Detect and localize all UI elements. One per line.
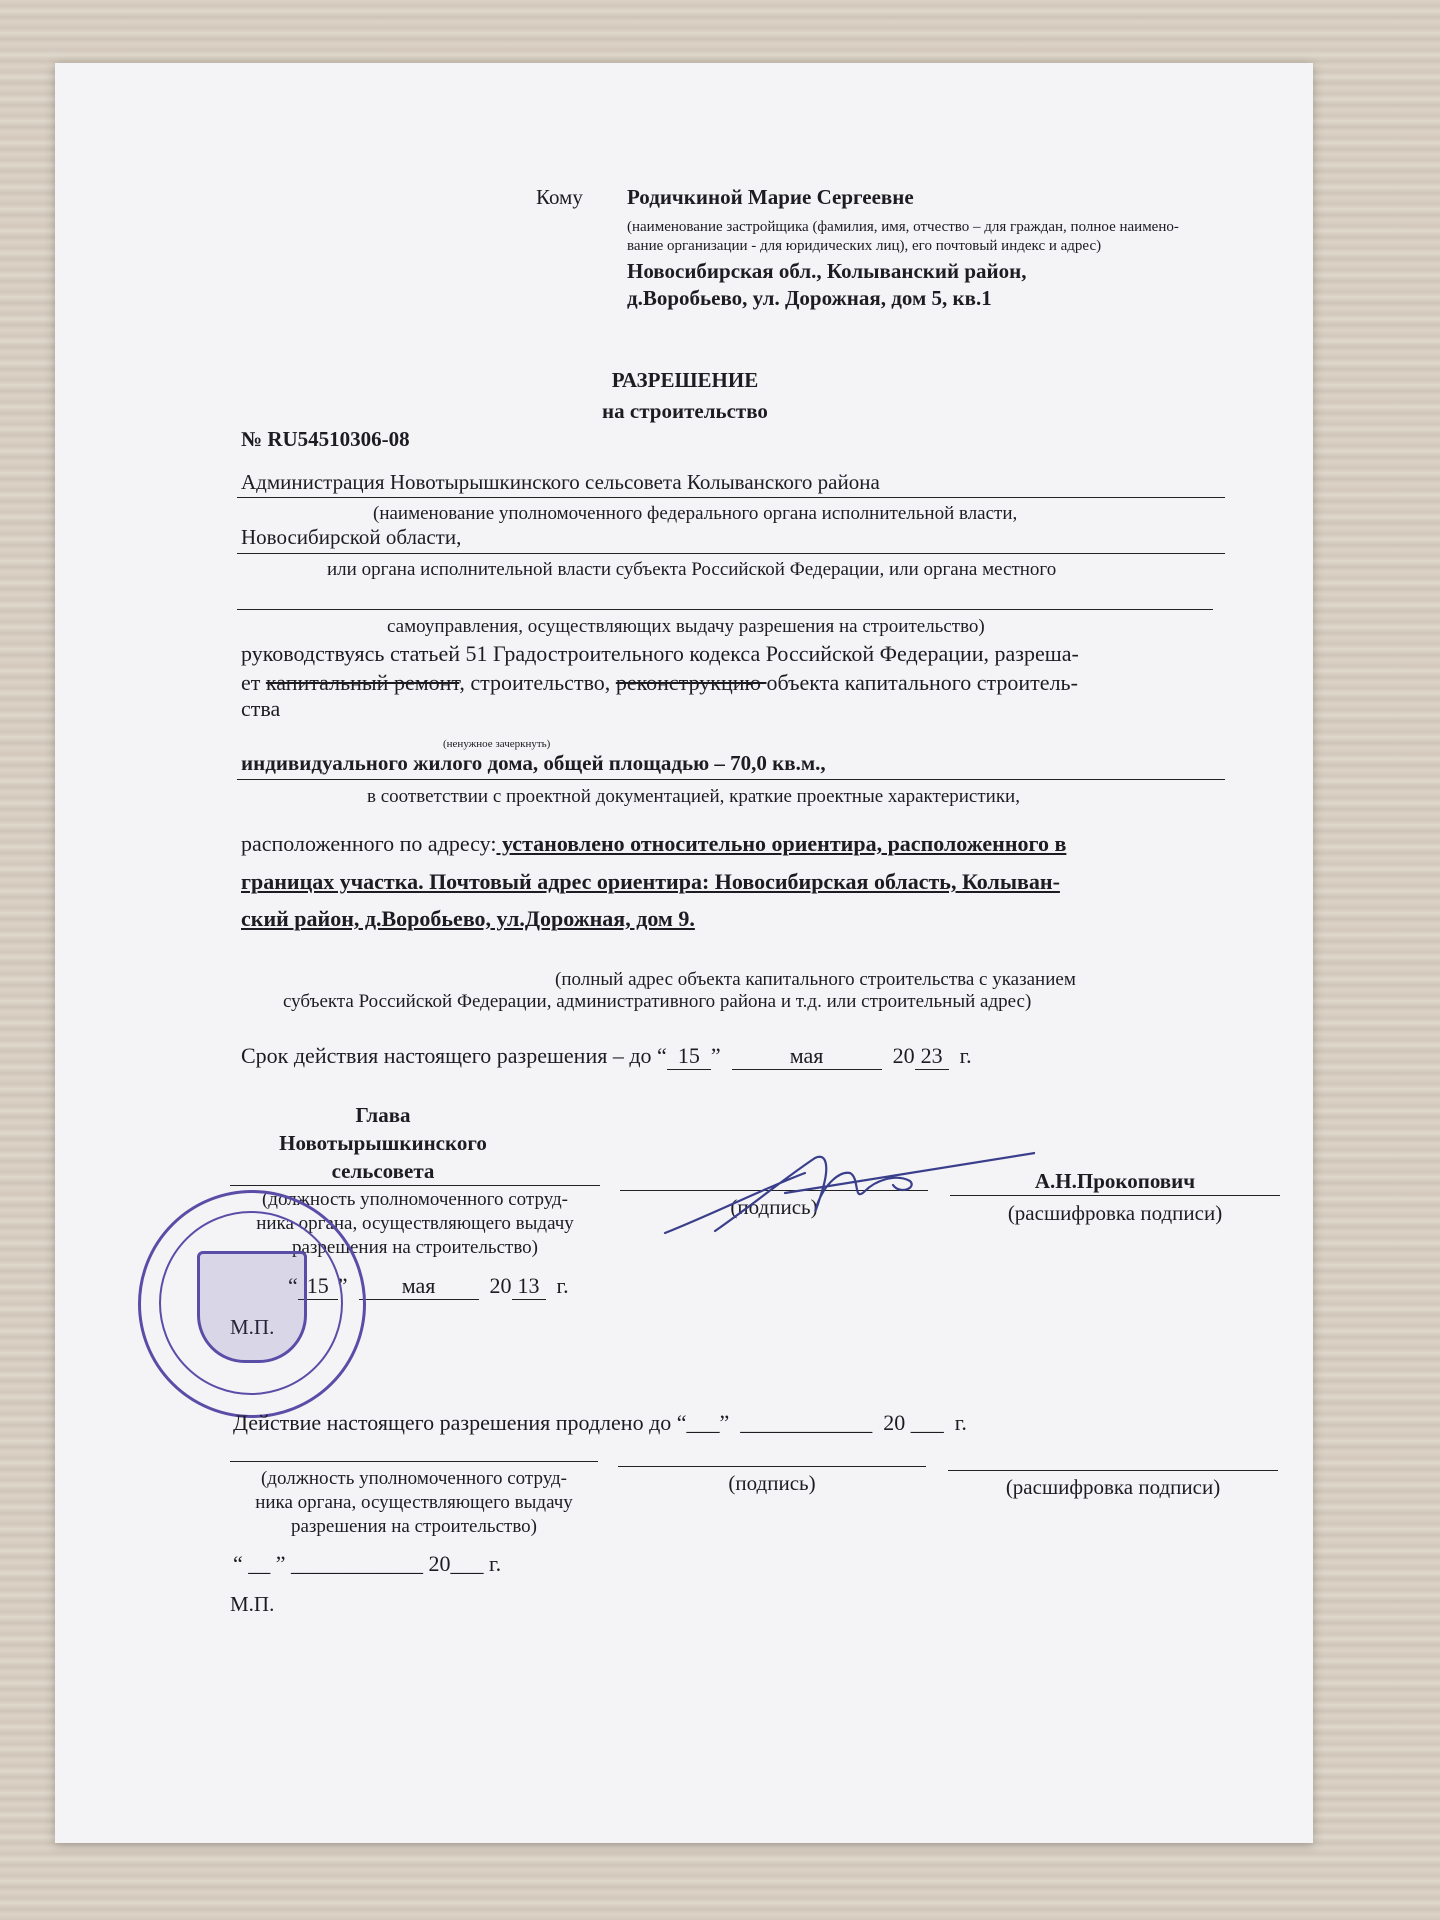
extension-position-hint3: разрешения на строительство) [290, 1516, 538, 1537]
extension-seal-place-mark: М.П. [230, 1592, 275, 1616]
recipient-name: Родичкиной Марие Сергеевне [627, 185, 914, 209]
body-line3: ства [241, 696, 281, 721]
authority-hint1: (наименование уполномоченного федерального органа исполнительной власти, [373, 503, 1018, 524]
extension-year: ___ [910, 1410, 944, 1435]
extension-day: ___ [686, 1410, 720, 1435]
body-line1: руководствуясь статьей 51 Градостроительного кодекса Российской Федерации, разреша- [241, 641, 1079, 666]
location-address-line1: установлено относительно ориентира, расположенного в [496, 831, 1067, 856]
official-round-stamp [138, 1190, 366, 1418]
strike-note: (ненужное зачеркнуть) [443, 738, 551, 750]
location-prefix: расположенного по адресу: [241, 831, 497, 856]
handwritten-signature [655, 1133, 1035, 1243]
extension-date-line: “ __ ” ____________ 20___ г. [233, 1551, 502, 1576]
validity-day: 15 [667, 1043, 711, 1070]
object-hint: в соответствии с проектной документацией, краткие проектные характеристики, [367, 786, 1020, 807]
body-line2-suffix: объекта капитального строитель- [766, 670, 1078, 695]
extension-line [233, 1410, 967, 1436]
recipient-address-line1: Новосибирская обл., Колыванский район, [627, 259, 1027, 283]
signer-name: А.Н.Прокопович [1034, 1169, 1196, 1193]
issue-date-year: 13 [512, 1273, 546, 1300]
document-page [55, 63, 1313, 1843]
extension-position-underline [230, 1461, 598, 1462]
position-hint2: ника органа, осуществляющего выдачу [256, 1213, 574, 1234]
extension-signature-underline [618, 1466, 926, 1467]
position-underline [230, 1185, 600, 1186]
issue-date-suffix: г. [556, 1273, 569, 1298]
position-hint3: разрешения на строительство) [291, 1237, 539, 1258]
authority-underline2 [237, 553, 1225, 554]
object-underline [237, 779, 1225, 780]
seal-place-mark: М.П. [230, 1315, 275, 1339]
recipient-hint-line1: (наименование застройщика (фамилия, имя, отчество – для граждан, полное наимено- [627, 219, 1179, 235]
permit-number: № RU54510306-08 [241, 427, 410, 451]
validity-year-prefix: 20 [892, 1043, 915, 1068]
extension-month: ____________ [740, 1410, 873, 1435]
document-subtitle: на строительство [602, 399, 768, 423]
issue-date-month: мая [359, 1273, 479, 1300]
extension-signature-hint: (подпись) [728, 1471, 816, 1495]
recipient-address-line2: д.Воробьево, ул. Дорожная, дом 5, кв.1 [627, 286, 992, 310]
validity-month: мая [732, 1043, 882, 1070]
authority-hint3: самоуправления, осуществляющих выдачу разрешения на строительство) [387, 616, 985, 637]
authority-line1: Администрация Новотырышкинского сельсовета Колыванского района [241, 470, 880, 494]
extension-prefix: Действие настоящего разрешения продлено до “ [233, 1410, 687, 1435]
body-line2-prefix: ет [241, 670, 266, 695]
issue-date-year-prefix: 20 [489, 1273, 512, 1298]
authority-underline3 [237, 609, 1213, 610]
extension-close: ” [719, 1410, 730, 1435]
signer-position-line3: сельсовета [331, 1159, 435, 1183]
validity-line [241, 1043, 972, 1070]
validity-prefix: Срок действия настоящего разрешения – до “ [241, 1043, 667, 1068]
signer-position-line2: Новотырышкинского [279, 1131, 487, 1155]
issue-date-close: ” [337, 1273, 348, 1298]
validity-suffix: г. [959, 1043, 972, 1068]
extension-suffix: г. [954, 1410, 967, 1435]
authority-underline1 [237, 497, 1225, 498]
recipient-hint-line2: вание организации - для юридических лиц), его почтовый индекс и адрес) [627, 238, 1102, 254]
extension-year-prefix: 20 [883, 1410, 906, 1435]
extension-position-hint2: ника органа, осуществляющего выдачу [255, 1492, 573, 1513]
location-hint2: субъекта Российской Федерации, административного района и т.д. или строительный адрес) [283, 991, 1032, 1012]
location-address-line2: границах участка. Почтовый адрес ориентира: Новосибирская область, Колыван- [241, 869, 1060, 894]
extension-name-underline [948, 1470, 1278, 1471]
position-hint1: (должность уполномоченного сотруд- [261, 1189, 569, 1210]
authority-hint2: или органа исполнительной власти субъекта Российской Федерации, или органа местного [327, 559, 1057, 580]
document-title: РАЗРЕШЕНИЕ [611, 368, 759, 392]
recipient-label: Кому [536, 185, 583, 209]
stamp-coat-of-arms-icon [197, 1251, 307, 1363]
struck-capital-repair: капитальный ремонт [265, 670, 460, 695]
location-line1 [241, 831, 1066, 857]
name-hint: (расшифровка подписи) [1007, 1201, 1223, 1225]
signature-hint: (подпись) [730, 1195, 818, 1219]
location-hint1: (полный адрес объекта капитального строительства с указанием [555, 969, 1076, 990]
validity-quote-close: ” [710, 1043, 721, 1068]
location-address-line3: ский район, д.Воробьево, ул.Дорожная, дом 9. [241, 906, 695, 931]
signer-position-line1: Глава [355, 1103, 411, 1127]
struck-reconstruction: реконструкцию [615, 670, 767, 695]
object-description: индивидуального жилого дома, общей площадью – 70,0 кв.м., [241, 751, 826, 775]
issue-date-open: “ [288, 1273, 298, 1298]
validity-year: 23 [915, 1043, 949, 1070]
body-line2 [241, 670, 1078, 696]
extension-position-hint1: (должность уполномоченного сотруд- [260, 1468, 568, 1489]
issue-date-day: 15 [298, 1273, 338, 1300]
authority-line2: Новосибирской области, [241, 525, 462, 549]
body-line2-construction: , строительство, [459, 670, 616, 695]
extension-name-hint: (расшифровка подписи) [1005, 1475, 1221, 1499]
